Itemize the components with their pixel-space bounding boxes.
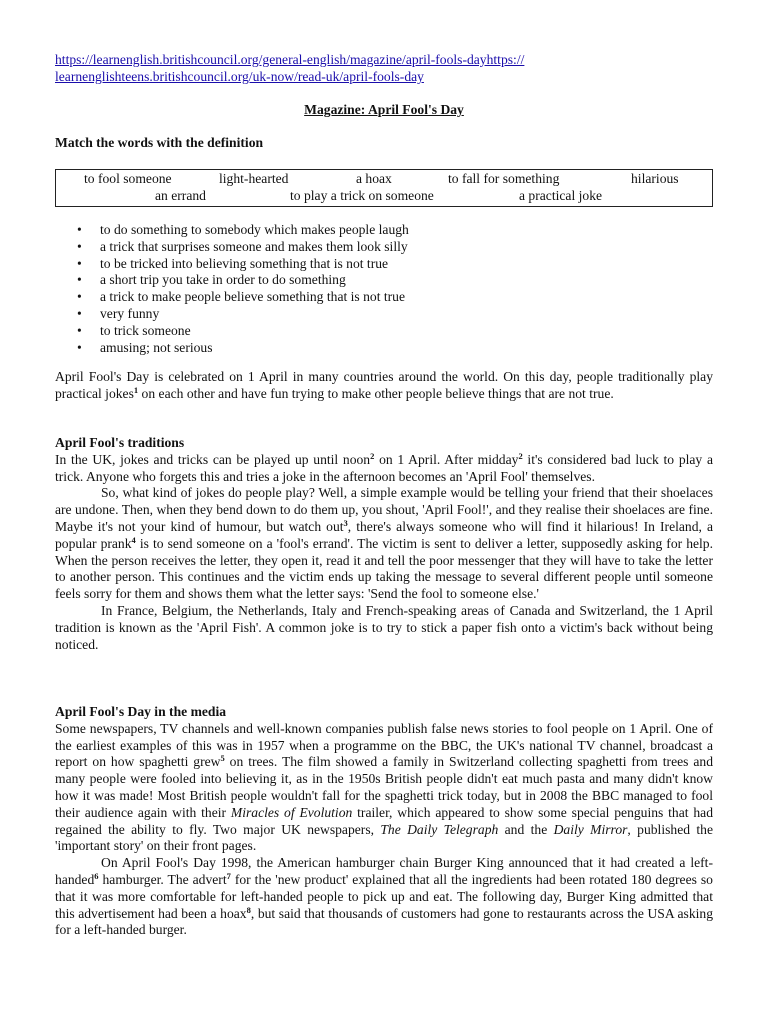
bullet-icon: • (77, 255, 82, 271)
footnote-marker: 3 (343, 517, 348, 528)
list-item: • a trick that surprises someone and makes them look silly (77, 238, 408, 254)
media-paragraph-2: On April Fool's Day 1998, the American hamburger chain Burger King announced that it had created a left-handed$^6$ hamburger. The advert$^7$ for the 'new product' explained that all the ingredients had been rotated 180 degrees so that it was more comfortable for left-handed people to pick up and eat. The following day, Burger King admitted that this advertisement had been a hoax$^8$, but said that thousands of customers had gone to restaurants across the USA asking for a left-handed burger. (55, 855, 714, 938)
footnote-marker: 2 (518, 450, 523, 461)
list-item: • very funny (77, 305, 160, 321)
word-box-item: a practical joke (519, 188, 603, 203)
bullet-icon: • (77, 222, 82, 237)
bullet-icon: • (77, 339, 82, 355)
newspaper-title: The Daily Telegraph (380, 821, 499, 837)
footnote-marker: 7 (226, 870, 231, 881)
footnote-marker: 4 (131, 534, 136, 545)
list-item: • a short trip you take in order to do something (77, 272, 346, 288)
document-title: Magazine: April Fool's Day (304, 102, 464, 117)
word-box-item: an errand (155, 188, 206, 203)
word-box-item: a hoax (356, 171, 392, 186)
word-box-item: to play a trick on someone (290, 188, 434, 203)
word-box-item: light-hearted (219, 171, 289, 186)
exercise-instruction: Match the words with the definition (55, 135, 264, 150)
traditions-paragraph-2: So, what kind of jokes do people play? Well, a simple example would be telling your friend that their shoelaces are undone. Then, when they bend down to do them up, you shout, 'April Fool!', and they realise their shoelaces are fine. Maybe it's not your kind of humour, but watch out$^3$, there's always someone who will find it hilarious! In Ireland, a popular prank$^4$ is to send someone on a 'fool's errand'. The victim is sent to deliver a letter, supposedly asking for help. When the person receives the letter, they open it, read it and tell the poor messenger that they will have to take the letter to another person. This continues and the victim ends up taking the message to several different people until someone feels sorry for them and shows them what the letter says: 'Send the fool to someone else.' (55, 485, 714, 602)
programme-title: Miracles of Evolution (230, 804, 353, 820)
footnote-marker: 1 (133, 384, 139, 395)
footnote-marker: 8 (246, 904, 251, 915)
list-item: • a trick to make people believe something that is not true (77, 289, 406, 305)
list-item: • amusing; not serious (77, 339, 213, 355)
list-item: • to do something to somebody which makes people laugh (77, 222, 409, 237)
bullet-icon: • (77, 238, 82, 254)
bullet-icon: • (77, 322, 82, 338)
traditions-paragraph-3: In France, Belgium, the Netherlands, Italy and French-speaking areas of Canada and Switzerland, the 1 April tradition is known as the 'April Fish'. A common joke is to try to stick a paper fish onto a victim's back without being noticed. (55, 602, 713, 652)
definition-list (55, 222, 409, 356)
intro-paragraph: April Fool's Day is celebrated on 1 April in many countries around the world. On this day, people traditionally play practical jokes$^1$ on each other and have fun trying to make other people believe things that are not true. (55, 369, 713, 401)
word-box-item: to fool someone (84, 171, 172, 186)
traditions-section (55, 435, 713, 653)
footnote-marker: 6 (94, 870, 99, 881)
source-link-line-2[interactable]: learnenglishteens.britishcouncil.org/uk-now/read-uk/april-fools-day (55, 69, 424, 84)
bullet-icon: • (77, 289, 82, 305)
word-box (55, 169, 713, 207)
newspaper-title: Daily Mirror (553, 821, 628, 837)
source-link-line-1[interactable]: https://learnenglish.britishcouncil.org/general-english/magazine/april-fools-dayhttps:// (55, 52, 525, 67)
list-item: • to be tricked into believing something that is not true (77, 255, 389, 271)
section-heading-traditions: April Fool's traditions (55, 435, 185, 450)
section-heading-media: April Fool's Day in the media (55, 704, 227, 719)
word-box-item: to fall for something (448, 171, 560, 186)
media-section (55, 704, 713, 939)
bullet-icon: • (77, 272, 82, 288)
footnote-marker: 5 (220, 753, 225, 764)
media-paragraph-1: Some newspapers, TV channels and well-known companies publish false news stories to fool people on 1 April. One of the earliest examples of this was in 1957 when a programme on the BBC, the UK's national TV channel, broadcast a report on how spaghetti grew$^5$ on trees. The film showed a family in Switzerland collecting spaghetti from trees and many people were fooled into believing it, as in the 1950s British people didn't eat much pasta and many didn't know how it was made! Most British people wouldn't fall for the spaghetti trick today, but in 2008 the BBC managed to fool their audience again with their Miracles of Evolution trailer, which appeared to show some special penguins that had regained the ability to fly. Two major UK newspapers, The Daily Telegraph and the Daily Mirror, published the 'important story' on their front pages. (55, 720, 713, 854)
footnote-marker: 2 (370, 450, 375, 461)
bullet-icon: • (77, 305, 82, 321)
list-item: • to trick someone (77, 322, 191, 338)
traditions-paragraph-1: In the UK, jokes and tricks can be played up until noon$^2$ on 1 April. After midday$^2$ it's considered bad luck to play a trick. Anyone who forgets this and tries a joke in the afternoon becomes an 'April Fool' themselves. (55, 450, 713, 484)
word-box-item: hilarious (631, 171, 679, 186)
